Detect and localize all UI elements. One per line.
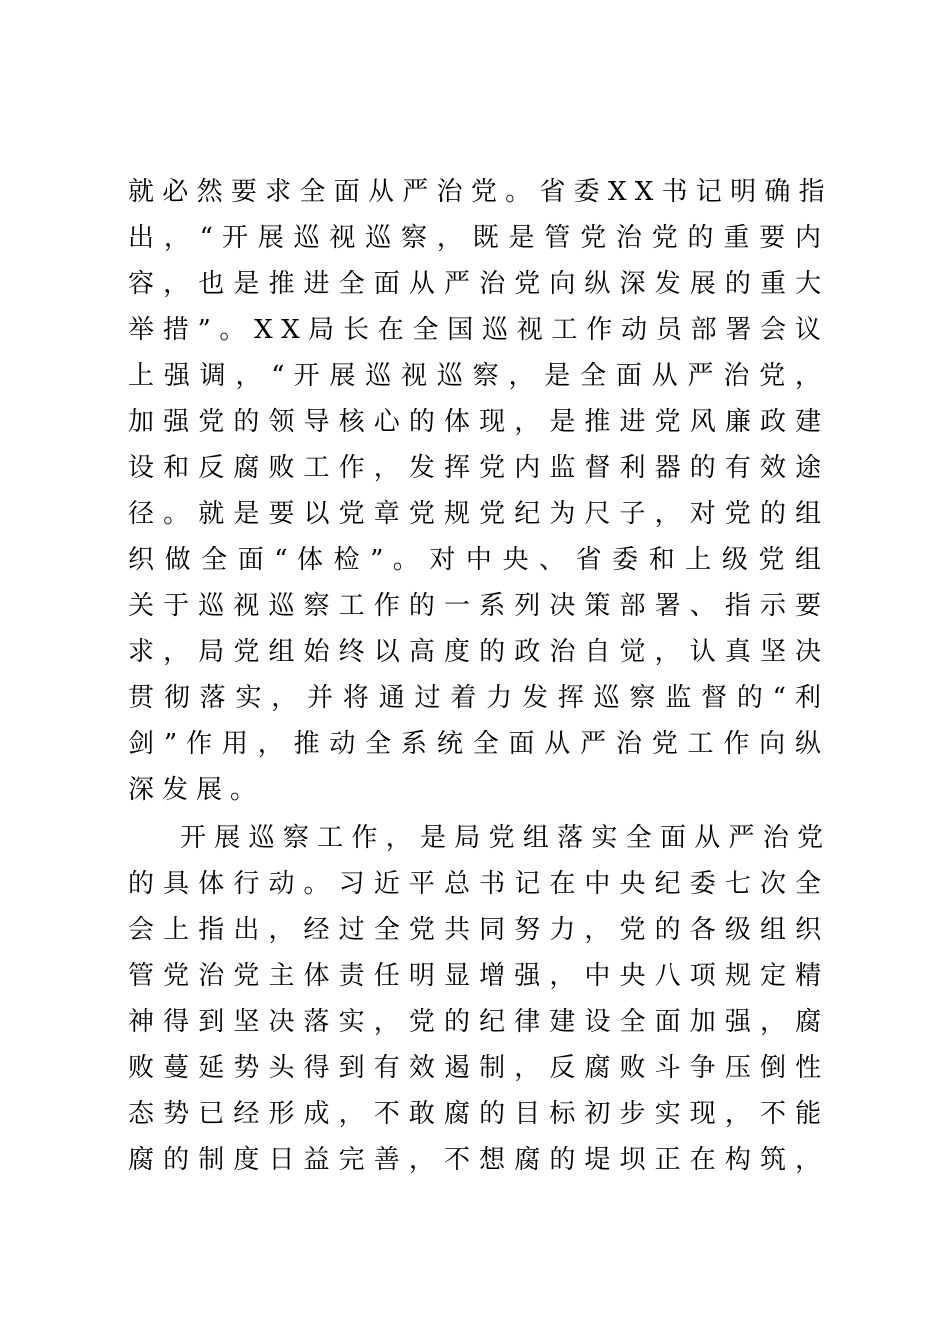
text-line: 容 ， 也 是 推 进 全 面 从 严 治 党 向 纵 深 发 展 的 重 大 xyxy=(128,269,822,299)
text-line: 会 上 指 出 ， 经 过 全 党 共 同 努 力 ， 党 的 各 级 组 织 xyxy=(128,915,822,945)
text-line: 关 于 巡 视 巡 察 工 作 的 一 系 列 决 策 部 署 、 指 示 要 xyxy=(128,591,822,621)
text-line: 神 得 到 坚 决 落 实 ， 党 的 纪 律 建 设 全 面 加 强 ， 腐 xyxy=(128,1007,822,1037)
text-line: 深发展。 xyxy=(128,775,265,805)
text-line: 态 势 已 经 形 成 ， 不 敢 腐 的 目 标 初 步 实 现 ， 不 能 xyxy=(128,1099,822,1129)
text-line: 加 强 党 的 领 导 核 心 的 体 现 ， 是 推 进 党 风 廉 政 建 xyxy=(128,407,822,437)
text-line: 举 措 ” 。 X X 局 长 在 全 国 巡 视 工 作 动 员 部 署 会 议 xyxy=(128,315,821,345)
text-line: 织 做 全 面 “ 体 检 ” 。 对 中 央 、 省 委 和 上 级 党 组 xyxy=(128,545,821,575)
text-line: 上 强 调 ， “ 开 展 巡 视 巡 察 ， 是 全 面 从 严 治 党 ， xyxy=(128,361,821,391)
text-line: 腐 的 制 度 日 益 完 善 ， 不 想 腐 的 堤 坝 正 在 构 筑 ， xyxy=(128,1145,822,1175)
text-line: 剑 ” 作 用 ， 推 动 全 系 统 全 面 从 严 治 党 工 作 向 纵 xyxy=(128,729,821,759)
text-line: 径 。 就 是 要 以 党 章 党 规 党 纪 为 尺 子 ， 对 党 的 组 xyxy=(128,499,822,529)
text-line: 败 蔓 延 势 头 得 到 有 效 遏 制 ， 反 腐 败 斗 争 压 倒 性 xyxy=(128,1053,822,1083)
text-line: 管 党 治 党 主 体 责 任 明 显 增 强 ， 中 央 八 项 规 定 精 xyxy=(128,961,822,991)
text-line: 求 ， 局 党 组 始 终 以 高 度 的 政 治 自 觉 ， 认 真 坚 决 xyxy=(128,637,822,667)
text-line: 设 和 反 腐 败 工 作 ， 发 挥 党 内 监 督 利 器 的 有 效 途 xyxy=(128,453,822,483)
text-line: 贯 彻 落 实 ， 并 将 通 过 着 力 发 挥 巡 察 监 督 的 “ 利 xyxy=(128,683,821,713)
paragraph-first-line: 开 展 巡 察 工 作 ， 是 局 党 组 落 实 全 面 从 严 治 党 xyxy=(180,823,824,853)
text-line: 的 具 体 行 动 。 习 近 平 总 书 记 在 中 央 纪 委 七 次 全 xyxy=(128,869,822,899)
text-line: 出 ， “ 开 展 巡 视 巡 察 ， 既 是 管 党 治 党 的 重 要 内 xyxy=(128,223,821,253)
text-line: 就 必 然 要 求 全 面 从 严 治 党 。 省 委 X X 书 记 明 确 指 xyxy=(128,177,825,207)
